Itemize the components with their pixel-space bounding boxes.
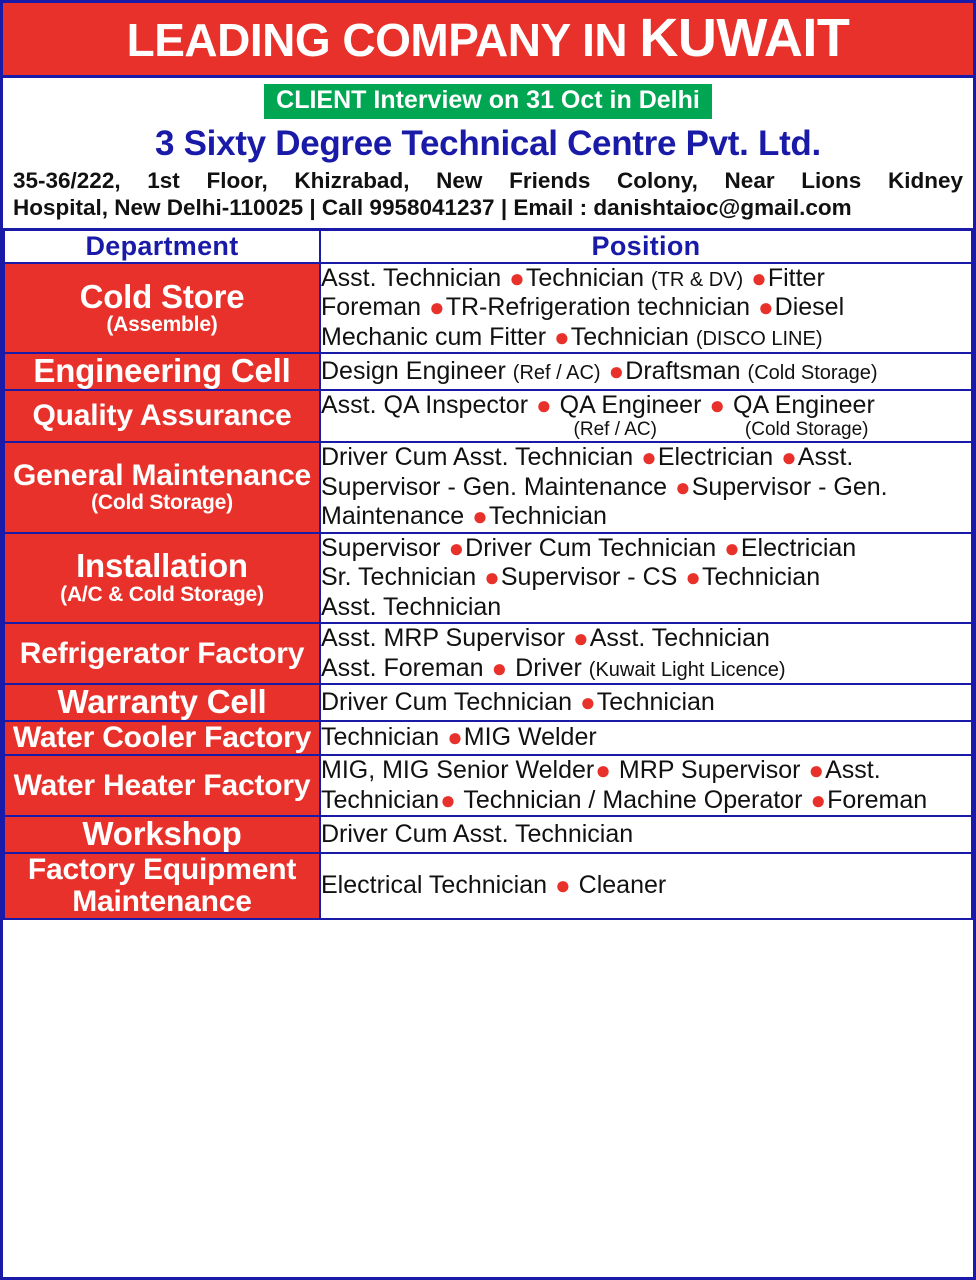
table-header-row bbox=[4, 229, 972, 263]
position-line: Driver Cum Asst. Technician ●Electrician ●Asst. bbox=[321, 442, 854, 473]
department-cell bbox=[4, 684, 320, 721]
position-subnote: (Ref / AC) bbox=[573, 418, 657, 440]
bullet-dot: ● bbox=[573, 623, 589, 654]
department-name: Workshop bbox=[82, 815, 242, 853]
department-cell bbox=[4, 442, 320, 533]
position-line: Driver Cum Asst. Technician bbox=[321, 819, 634, 848]
bullet-dot: ● bbox=[595, 755, 611, 786]
bullet-dot: ● bbox=[751, 262, 767, 293]
department-name: General Maintenance bbox=[13, 459, 311, 493]
bullet-dot: ● bbox=[810, 784, 827, 815]
department-cell bbox=[4, 263, 320, 354]
banner-headline bbox=[3, 3, 973, 78]
bullet-dot: ● bbox=[608, 356, 625, 387]
bullet-dot: ● bbox=[641, 442, 657, 473]
department-cell bbox=[4, 853, 320, 919]
table-row bbox=[4, 684, 972, 721]
department-name: Installation bbox=[76, 547, 248, 585]
position-subnote-row bbox=[321, 419, 971, 441]
position-line: Technician● Technician / Machine Operator ●Foreman bbox=[321, 784, 928, 815]
department-name: Factory Equipment Maintenance bbox=[27, 852, 297, 918]
position-line: Design Engineer (Ref / AC) ●Draftsman (Cold Storage) bbox=[321, 356, 878, 387]
table-row bbox=[4, 816, 972, 853]
bullet-dot: ● bbox=[724, 532, 740, 563]
address-line-1: 35-36/222, 1st Floor, Khizrabad, New Friends Colony, Near Lions Kidney bbox=[13, 168, 963, 193]
bullet-dot: ● bbox=[472, 501, 488, 532]
interview-note-row bbox=[3, 78, 973, 121]
position-line: Asst. Technician bbox=[321, 592, 502, 621]
bullet-dot: ● bbox=[757, 292, 774, 323]
bullet-dot: ● bbox=[484, 562, 500, 593]
position-line: Supervisor ●Driver Cum Technician ●Electrician bbox=[321, 532, 857, 563]
table-row bbox=[4, 755, 972, 816]
department-cell bbox=[4, 816, 320, 853]
position-line: Electrical Technician ● Cleaner bbox=[321, 870, 667, 901]
position-cell bbox=[320, 533, 972, 624]
position-cell bbox=[320, 684, 972, 721]
department-cell bbox=[4, 390, 320, 442]
table-row bbox=[4, 533, 972, 624]
column-header-department: Department bbox=[4, 229, 320, 263]
department-cell bbox=[4, 623, 320, 684]
bullet-dot: ● bbox=[509, 262, 525, 293]
bullet-dot: ● bbox=[554, 321, 570, 352]
job-table bbox=[3, 228, 973, 920]
position-cell bbox=[320, 816, 972, 853]
position-line: MIG, MIG Senior Welder● MRP Supervisor ●Asst. bbox=[321, 755, 881, 786]
position-cell bbox=[320, 721, 972, 755]
bullet-dot: ● bbox=[685, 562, 701, 593]
bullet-dot: ● bbox=[808, 755, 825, 786]
department-name: Water Cooler Factory bbox=[12, 721, 312, 755]
table-row bbox=[4, 442, 972, 533]
position-cell bbox=[320, 263, 972, 354]
bullet-dot: ● bbox=[428, 292, 445, 323]
position-cell bbox=[320, 442, 972, 533]
table-row bbox=[4, 623, 972, 684]
department-name: Water Heater Factory bbox=[13, 768, 311, 802]
department-name: Engineering Cell bbox=[33, 352, 291, 390]
bullet-dot: ● bbox=[447, 722, 463, 753]
department-name: Warranty Cell bbox=[57, 683, 267, 721]
interview-note: CLIENT Interview on 31 Oct in Delhi bbox=[264, 84, 712, 119]
position-cell bbox=[320, 353, 972, 390]
bullet-dot: ● bbox=[781, 442, 797, 473]
table-row bbox=[4, 853, 972, 919]
position-line: Maintenance ●Technician bbox=[321, 501, 607, 532]
column-header-position: Position bbox=[320, 229, 972, 263]
department-name: Cold Store bbox=[79, 277, 245, 315]
department-cell bbox=[4, 721, 320, 755]
position-line: Supervisor - Gen. Maintenance ●Supervisor - Gen. bbox=[321, 471, 888, 502]
position-line: Asst. MRP Supervisor ●Asst. Technician bbox=[321, 623, 770, 654]
position-cell bbox=[320, 755, 972, 816]
position-cell bbox=[320, 623, 972, 684]
banner-text: LEADING COMPANY IN bbox=[126, 14, 640, 66]
position-line: Asst. Technician ●Technician (TR & DV) ●Fitter bbox=[321, 262, 825, 293]
table-row bbox=[4, 353, 972, 390]
department-subtitle: (Assemble) bbox=[106, 313, 218, 337]
bullet-dot: ● bbox=[448, 532, 465, 563]
company-address bbox=[3, 165, 973, 228]
position-subnote: (Cold Storage) bbox=[744, 418, 869, 440]
banner-country: KUWAIT bbox=[639, 8, 850, 68]
company-name: 3 Sixty Degree Technical Centre Pvt. Ltd. bbox=[155, 123, 821, 163]
position-cell bbox=[320, 390, 972, 442]
bullet-dot: ● bbox=[535, 390, 552, 421]
department-cell bbox=[4, 353, 320, 390]
table-row bbox=[4, 390, 972, 442]
bullet-dot: ● bbox=[440, 784, 456, 815]
position-cell bbox=[320, 853, 972, 919]
position-line: Asst. Foreman ● Driver (Kuwait Light Licence) bbox=[321, 652, 786, 683]
position-line: Foreman ●TR-Refrigeration technician ●Diesel bbox=[321, 292, 845, 323]
bullet-dot: ● bbox=[579, 686, 596, 717]
department-subtitle: (A/C & Cold Storage) bbox=[60, 583, 264, 607]
department-name: Quality Assurance bbox=[32, 399, 292, 433]
position-line: Driver Cum Technician ●Technician bbox=[321, 686, 715, 717]
bullet-dot: ● bbox=[554, 870, 571, 901]
department-cell bbox=[4, 533, 320, 624]
department-subtitle: (Cold Storage) bbox=[91, 491, 233, 515]
position-line: Technician ●MIG Welder bbox=[321, 722, 597, 753]
department-name: Refrigerator Factory bbox=[19, 636, 305, 670]
bullet-dot: ● bbox=[709, 390, 726, 421]
address-line-2: Hospital, New Delhi-110025 | Call 9958041237 | Email : danishtaioc@gmail.com bbox=[13, 195, 852, 221]
position-line: Mechanic cum Fitter ●Technician (DISCO LINE) bbox=[321, 321, 823, 352]
position-line: Sr. Technician ●Supervisor - CS ●Technician bbox=[321, 562, 821, 593]
table-row bbox=[4, 263, 972, 354]
department-cell bbox=[4, 755, 320, 816]
position-line: Asst. QA Inspector ● QA Engineer ● QA Engineer bbox=[321, 390, 875, 421]
bullet-dot: ● bbox=[491, 652, 508, 683]
bullet-dot: ● bbox=[674, 471, 691, 502]
table-row bbox=[4, 721, 972, 755]
